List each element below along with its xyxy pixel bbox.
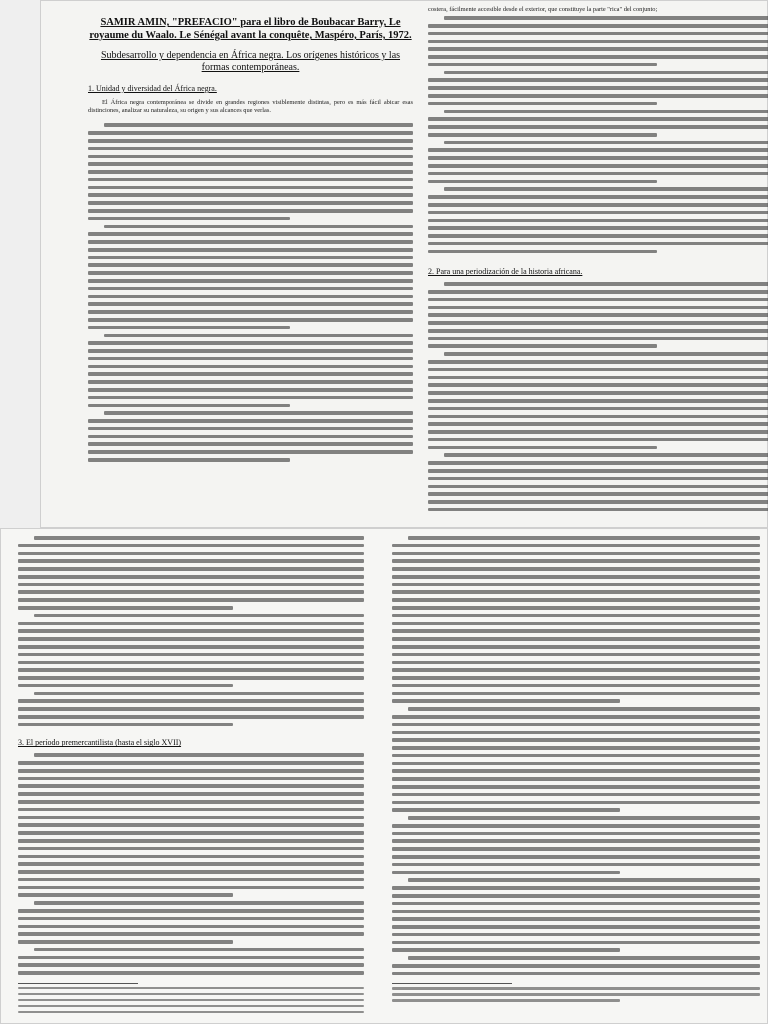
text-line (18, 723, 233, 727)
text-line (392, 964, 760, 968)
text-line (428, 290, 768, 294)
text-line (18, 653, 364, 657)
text-line (34, 692, 364, 696)
text-line (18, 792, 364, 796)
text-line (428, 306, 768, 310)
body-text-block (428, 16, 768, 253)
text-line (392, 606, 760, 610)
text-line (428, 298, 768, 302)
lower-left-column (18, 536, 364, 1016)
footnote-divider (392, 983, 512, 984)
text-line (444, 453, 768, 457)
text-line (88, 310, 413, 314)
text-line (18, 963, 364, 967)
text-line (88, 419, 413, 423)
text-line (392, 917, 760, 921)
text-line (428, 164, 768, 168)
text-line (392, 941, 760, 945)
text-line (428, 63, 657, 67)
text-line (88, 209, 413, 213)
body-text-block (18, 753, 364, 974)
text-line (408, 707, 760, 711)
text-line (18, 999, 364, 1002)
text-line (428, 508, 768, 512)
text-line (428, 407, 768, 411)
text-line (392, 987, 760, 990)
text-line (428, 47, 768, 51)
text-line (18, 761, 364, 765)
text-line (392, 645, 760, 649)
text-line (104, 411, 413, 415)
text-line (88, 147, 413, 151)
text-line (18, 769, 364, 773)
text-line (392, 622, 760, 626)
text-line (18, 567, 364, 571)
continued-paragraph: costera, fácilmente accesible desde el exterior, que constituye la parte "rica" del conjunto; (428, 6, 658, 13)
lower-scanned-sheet (0, 528, 768, 1024)
text-line (444, 16, 768, 20)
text-line (392, 668, 760, 672)
text-line (428, 242, 768, 246)
text-line (34, 536, 364, 540)
text-line (392, 839, 760, 843)
text-line (88, 201, 413, 205)
text-line (392, 715, 760, 719)
text-line (428, 156, 768, 160)
text-line (392, 993, 760, 996)
text-line (88, 155, 413, 159)
text-line (392, 933, 760, 937)
text-line (88, 372, 413, 376)
text-line (18, 862, 364, 866)
text-line (88, 193, 413, 197)
text-line (88, 162, 413, 166)
text-line (428, 500, 768, 504)
text-line (428, 226, 768, 230)
text-line (18, 925, 364, 929)
text-line (392, 972, 760, 976)
text-line (444, 187, 768, 191)
text-line (18, 993, 364, 996)
text-line (88, 217, 290, 221)
text-line (18, 622, 364, 626)
text-line (392, 684, 760, 688)
text-line (18, 893, 233, 897)
text-line (392, 777, 760, 781)
text-line (428, 203, 768, 207)
section-heading-1: 1. Unidad y diversidad del África negra. (88, 84, 217, 93)
text-line (18, 816, 364, 820)
text-line (18, 940, 233, 944)
text-line (428, 195, 768, 199)
text-line (18, 784, 364, 788)
text-line (392, 637, 760, 641)
text-line (392, 902, 760, 906)
text-line (428, 219, 768, 223)
text-line (88, 326, 290, 330)
text-line (392, 614, 760, 618)
text-line (392, 785, 760, 789)
text-line (88, 341, 413, 345)
text-line (18, 831, 364, 835)
text-line (428, 337, 768, 341)
text-line (428, 399, 768, 403)
text-line (392, 559, 760, 563)
text-line (428, 329, 768, 333)
text-line (18, 598, 364, 602)
text-line (88, 365, 413, 369)
text-line (18, 847, 364, 851)
text-line (392, 894, 760, 898)
text-line (392, 925, 760, 929)
text-line (88, 287, 413, 291)
text-line (88, 442, 413, 446)
text-line (18, 800, 364, 804)
text-line (428, 172, 768, 176)
text-line (18, 956, 364, 960)
text-line (18, 839, 364, 843)
text-line (18, 987, 364, 990)
text-line (88, 450, 413, 454)
text-line (18, 909, 364, 913)
text-line (18, 575, 364, 579)
text-line (428, 86, 768, 90)
opening-paragraph: El África negra contemporánea se divide en grandes regiones visiblemente distintas, pero es más fácil abicar esas distinciones, analizar su naturaleza, su origen y sus alcances que verlas. (88, 99, 413, 115)
text-line (18, 583, 364, 587)
text-line (18, 870, 364, 874)
text-line (18, 707, 364, 711)
text-line (18, 855, 364, 859)
text-line (104, 334, 413, 338)
text-line (18, 637, 364, 641)
text-line (428, 234, 768, 238)
text-line (428, 360, 768, 364)
text-line (18, 699, 364, 703)
text-line (428, 485, 768, 489)
text-line (34, 948, 364, 952)
text-line (18, 917, 364, 921)
text-line (392, 808, 620, 812)
footnotes (18, 987, 364, 1016)
text-line (392, 847, 760, 851)
text-line (392, 552, 760, 556)
text-line (18, 1011, 364, 1014)
text-line (88, 256, 413, 260)
text-line (104, 123, 413, 127)
text-line (428, 180, 657, 184)
text-line (88, 240, 413, 244)
text-line (428, 344, 657, 348)
text-line (18, 878, 364, 882)
text-line (392, 863, 760, 867)
text-line (444, 71, 768, 75)
text-line (444, 282, 768, 286)
text-line (88, 271, 413, 275)
text-line (392, 731, 760, 735)
text-line (88, 232, 413, 236)
text-line (88, 318, 413, 322)
text-line (18, 932, 364, 936)
text-line (444, 141, 768, 145)
text-line (34, 614, 364, 618)
text-line (88, 279, 413, 283)
text-line (18, 668, 364, 672)
text-line (18, 808, 364, 812)
text-line (428, 430, 768, 434)
text-line (392, 575, 760, 579)
text-line (408, 878, 760, 882)
text-line (18, 684, 233, 688)
text-line (392, 871, 620, 875)
text-line (18, 544, 364, 548)
text-line (88, 295, 413, 299)
text-line (428, 40, 768, 44)
text-line (392, 824, 760, 828)
text-line (444, 352, 768, 356)
section-heading-2: 2. Para una periodización de la historia africana. (428, 267, 583, 277)
document-title: SAMIR AMIN, "PREFACIO" para el libro de Boubacar Barry, Le royaume du Waalo. Le Sénégal avant la conquête, Maspéro, París, 1972. (89, 17, 412, 41)
text-line (392, 653, 760, 657)
text-line (88, 357, 413, 361)
text-line (428, 368, 768, 372)
text-line (392, 855, 760, 859)
text-line (428, 94, 768, 98)
text-line (392, 567, 760, 571)
text-line (428, 321, 768, 325)
text-line (88, 396, 413, 400)
text-line (428, 102, 657, 106)
text-line (392, 661, 760, 665)
text-line (428, 55, 768, 59)
text-line (392, 590, 760, 594)
text-line (428, 438, 768, 442)
text-line (88, 170, 413, 174)
text-line (18, 629, 364, 633)
body-text-block (18, 536, 364, 726)
body-text-block (428, 282, 768, 515)
text-line (408, 816, 760, 820)
text-line (428, 383, 768, 387)
text-line (392, 692, 760, 696)
text-line (408, 956, 760, 960)
text-line (392, 723, 760, 727)
text-line (88, 186, 413, 190)
lower-right-column (392, 536, 760, 1016)
upper-left-column (88, 8, 413, 523)
text-line (392, 754, 760, 758)
text-line (444, 110, 768, 114)
text-line (18, 715, 364, 719)
text-line (392, 583, 760, 587)
text-line (428, 391, 768, 395)
text-line (18, 823, 364, 827)
body-text-block (392, 536, 760, 975)
text-line (428, 133, 657, 137)
text-line (428, 477, 768, 481)
upper-right-column (428, 0, 768, 515)
text-line (428, 125, 768, 129)
text-line (392, 801, 760, 805)
text-line (18, 606, 233, 610)
text-line (88, 248, 413, 252)
footnote-divider (18, 983, 138, 984)
text-line (392, 793, 760, 797)
text-line (428, 415, 768, 419)
text-line (392, 762, 760, 766)
text-line (18, 590, 364, 594)
text-line (392, 886, 760, 890)
text-line (18, 1005, 364, 1008)
text-line (34, 901, 364, 905)
text-line (428, 492, 768, 496)
text-line (88, 131, 413, 135)
text-line (88, 178, 413, 182)
text-line (392, 598, 760, 602)
text-line (18, 886, 364, 890)
text-line (88, 404, 290, 408)
text-line (428, 250, 657, 254)
text-line (428, 32, 768, 36)
text-line (428, 469, 768, 473)
text-line (392, 746, 760, 750)
text-line (392, 629, 760, 633)
text-line (392, 999, 620, 1002)
text-line (428, 24, 768, 28)
text-line (408, 536, 760, 540)
section-heading-3: 3. El período premercantilista (hasta el siglo XVII) (18, 738, 182, 748)
text-line (428, 313, 768, 317)
text-line (88, 435, 413, 439)
document-subtitle: Subdesarrollo y dependencia en África negra. Los orígenes históricos y las formas contemporáneas. (100, 50, 401, 73)
text-line (18, 661, 364, 665)
text-line (88, 139, 413, 143)
text-line (18, 552, 364, 556)
text-line (392, 910, 760, 914)
text-line (88, 302, 413, 306)
text-line (428, 78, 768, 82)
text-line (88, 263, 413, 267)
text-line (428, 461, 768, 465)
body-text-block (88, 123, 413, 471)
text-line (18, 676, 364, 680)
upper-scanned-sheet (40, 0, 768, 528)
text-line (18, 559, 364, 563)
text-line (428, 117, 768, 121)
text-line (392, 832, 760, 836)
text-line (392, 948, 620, 952)
text-line (34, 753, 364, 757)
text-line (428, 422, 768, 426)
text-line (392, 738, 760, 742)
text-line (428, 148, 768, 152)
text-line (392, 699, 620, 703)
text-line (392, 769, 760, 773)
text-line (88, 458, 290, 462)
text-line (18, 777, 364, 781)
text-line (88, 427, 413, 431)
text-line (428, 376, 768, 380)
text-line (18, 645, 364, 649)
text-line (392, 544, 760, 548)
footnotes (392, 987, 760, 1002)
text-line (88, 380, 413, 384)
text-line (428, 446, 657, 450)
text-line (104, 225, 413, 229)
text-line (428, 211, 768, 215)
text-line (18, 971, 364, 975)
text-line (392, 676, 760, 680)
text-line (88, 349, 413, 353)
text-line (88, 388, 413, 392)
